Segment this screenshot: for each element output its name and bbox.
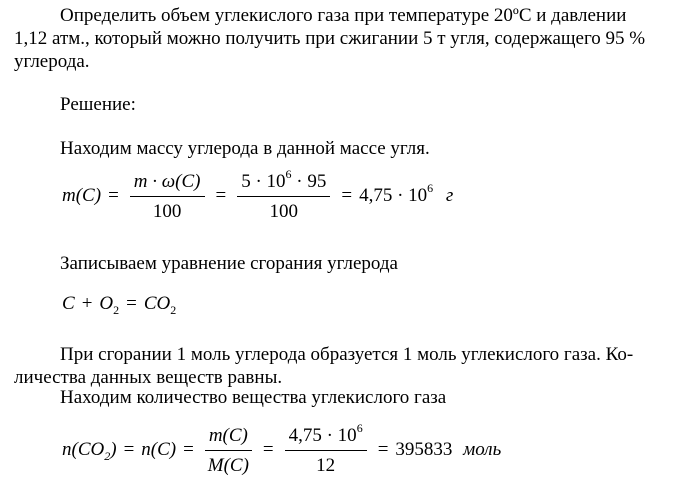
equation-combustion: $C + O_2 = CO_2$ xyxy=(62,293,177,317)
eq3-unit: моль xyxy=(463,438,502,460)
eq1-den-2: 100 xyxy=(269,201,299,222)
problem-line-1: Определить объем углекислого газа при температуре 20ºС и давлении xyxy=(60,5,627,26)
eq3-lhs: $n(CO_2)$ xyxy=(62,438,117,463)
step-2-text: Записываем уравнение сгорания углерода xyxy=(60,253,398,274)
eq1-fraction-1 xyxy=(130,170,205,223)
eq3-fraction-1: $\frac{m(C)}{M(C)}$ xyxy=(205,424,252,477)
eq3-result: 395833 xyxy=(395,438,453,460)
equation-mass-carbon: m(C) = $\frac{m \cdot \omega(C)}{100}$ = $\frac{5 \cdot 10^6 \cdot 95}{100}$ = $4,75 \cdot 10^6$ г xyxy=(62,167,454,222)
solution-label: Решение: xyxy=(60,94,136,115)
eq1-unit: г xyxy=(445,184,454,206)
eq1-fraction-2 xyxy=(237,167,330,223)
equation-amount-co2: $n(CO_2) = n(C)$ = $\frac{m(C)}{M(C)}$ = $\frac{4,75 \cdot 10^6}{12}$ = 395833 моль xyxy=(62,421,502,476)
problem-line-3: углерода. xyxy=(14,51,90,72)
eq1-num-1: m · ω(C) xyxy=(130,170,205,197)
eq1-result: $4,75 \cdot 10^6$ xyxy=(359,180,434,206)
eq1-den-1: 100 xyxy=(152,201,182,222)
step-4-text: Находим количество вещества углекислого газа xyxy=(60,387,447,408)
step-3-line-1: При сгорании 1 моль углерода образуется 1 моль углекислого газа. Ко- xyxy=(60,344,634,365)
eq1-lhs: m(C) xyxy=(62,184,102,206)
problem-line-2: 1,12 атм., который можно получить при сжигании 5 т угля, содержащего 95 % xyxy=(14,28,646,49)
step-3-line-2: личества данных веществ равны. xyxy=(14,367,283,388)
eq3-fraction-2: $\frac{4,75 \cdot 10^6}{12}$ xyxy=(285,424,367,477)
eq1-num-2: $5 \cdot 10^6 \cdot 95$ xyxy=(237,170,330,197)
step-1-text: Находим массу углерода в данной массе угля. xyxy=(60,138,430,159)
